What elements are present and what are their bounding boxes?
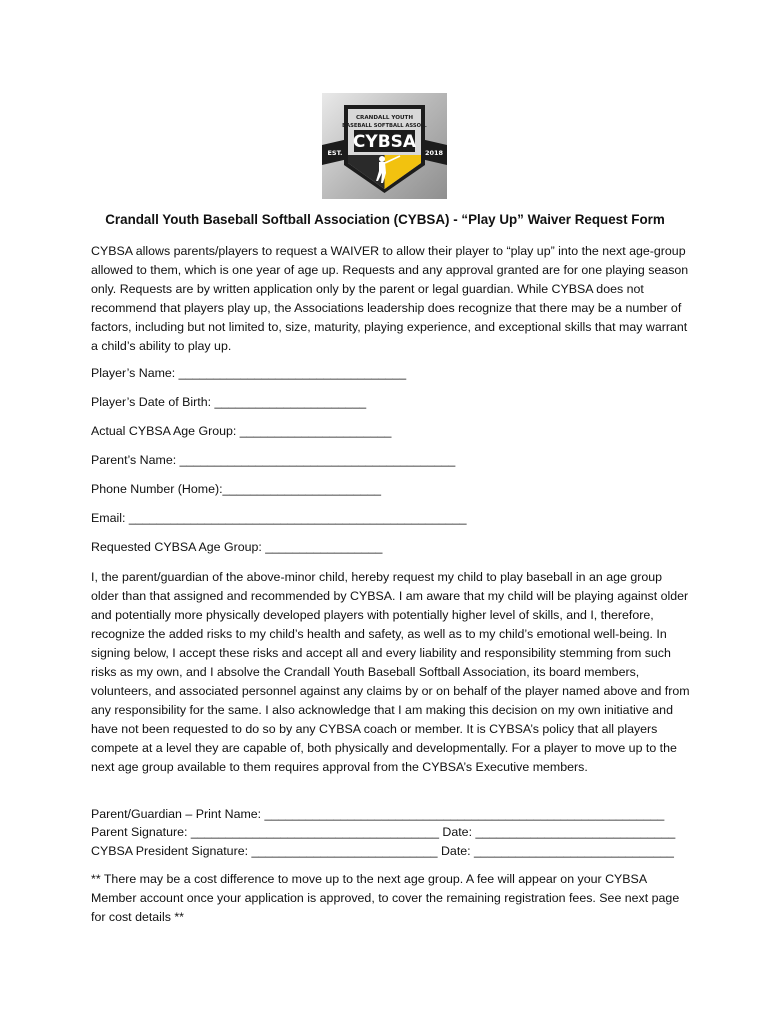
logo-graphic [322, 93, 447, 199]
email-field[interactable]: Email: _________________________________________________ [91, 511, 467, 525]
logo-line2: BASEBALL SOFTBALL ASSOC. [342, 123, 427, 129]
footnote: ** There may be a cost difference to move up to the next age group. A fee will appear on your CYBSA Member account once your application is approved, to cover the remaining registration fees. See next page for cost details ** [91, 872, 680, 924]
intro-paragraph: CYBSA allows parents/players to request a WAIVER to allow their player to “play up” into the next age-group allowed to them, which is one year of age up. Requests and any approval granted are for one playing season only. Requests are by written application only by the parent or legal guardian. While CYBSA does not recommend that players play up, the Associations leadership does recognize that there may be a number of factors, including but not limited to, size, maturity, playing experience, and exceptional skills that may warrant a child’s ability to play up. [91, 244, 689, 353]
print-name-field[interactable]: Parent/Guardian – Print Name: __________________________________________________________ [91, 807, 665, 821]
president-signature-field[interactable]: CYBSA President Signature: ___________________________ Date: _____________________________ [91, 844, 674, 858]
player-dob-field[interactable]: Player’s Date of Birth: ______________________ [91, 395, 367, 409]
parents-name-field[interactable]: Parent’s Name: ________________________________________ [91, 453, 456, 467]
logo-year: 2018 [424, 149, 444, 157]
cybsa-logo [322, 93, 447, 199]
players-name-field[interactable]: Player’s Name: _________________________________ [91, 366, 407, 380]
parent-signature-field[interactable]: Parent Signature: ____________________________________ Date: _____________________________ [91, 825, 676, 839]
logo-line1: CRANDALL YOUTH [355, 115, 414, 121]
waiver-paragraph: I, the parent/guardian of the above-minor child, hereby request my child to play baseball in an age group older than that assigned and recommended by CYBSA. I am aware that my child will be playing against older and potentially more physically developed players with potentially higher level of skills, and I, therefore, recognize the added risks to my child’s health and safety, as well as to my child’s emotional well-being. In signing below, I accept these risks and accept all and every liability and responsibility stemming from such risks as my own, and I absolve the Crandall Youth Baseball Softball Association, its board members, volunteers, and associated personnel against any claims by or on behalf of the player named above and from any responsibility for the same. I also acknowledge that I am making this decision on my own initiative and have not been requested to do so by any CYBSA coach or member. It is CYBSA’s policy that all players compete at a level they are capable of, both physically and developmentally. For a player to move up to the next age group available to them requires approval from the CYBSA’s Executive members. [91, 570, 690, 774]
requested-age-group-field[interactable]: Requested CYBSA Age Group: _________________ [91, 540, 383, 554]
form-title: Crandall Youth Baseball Softball Association (CYBSA) - “Play Up” Waiver Request Form [105, 212, 665, 227]
phone-field[interactable]: Phone Number (Home):_______________________ [91, 482, 382, 496]
actual-age-group-field[interactable]: Actual CYBSA Age Group: ______________________ [91, 424, 392, 438]
logo-brand: CYBSA [352, 132, 417, 152]
logo-est: EST. [327, 149, 343, 157]
